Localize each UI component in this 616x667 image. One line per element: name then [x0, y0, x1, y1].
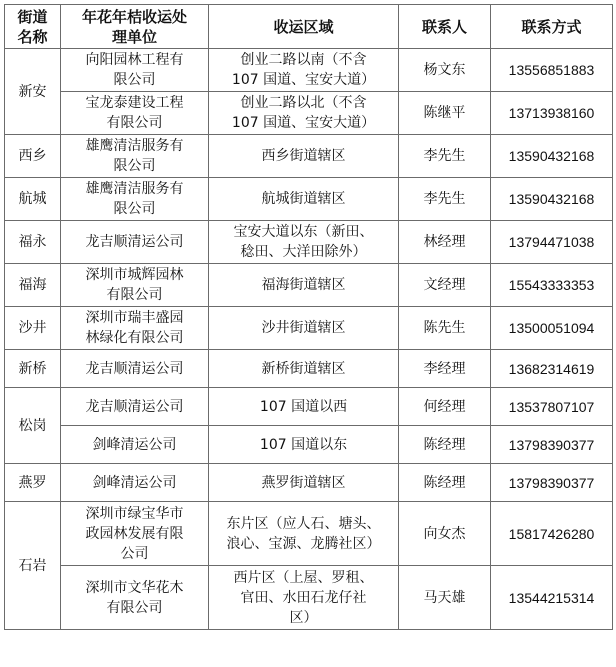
table-row: [5, 350, 613, 388]
street-cell: 沙井: [5, 307, 61, 350]
phone-cell: 13544215314: [491, 566, 613, 630]
unit-cell: 龙吉顺清运公司: [61, 350, 209, 388]
area-cell: 西片区（上屋、罗租、 官田、水田石龙仔社 区）: [209, 566, 399, 630]
contact-cell: 李先生: [399, 135, 491, 178]
phone-cell: 13798390377: [491, 426, 613, 464]
header-area: 收运区域: [209, 5, 399, 49]
contact-cell: 林经理: [399, 221, 491, 264]
table-row: [5, 221, 613, 264]
header-contact: 联系人: [399, 5, 491, 49]
unit-cell: 深圳市文华花木 有限公司: [61, 566, 209, 630]
street-cell: 西乡: [5, 135, 61, 178]
contact-cell: 陈先生: [399, 307, 491, 350]
contact-cell: 陈继平: [399, 92, 491, 135]
phone-cell: 13713938160: [491, 92, 613, 135]
table-row: [5, 307, 613, 350]
unit-cell: 剑峰清运公司: [61, 426, 209, 464]
street-cell: 新桥: [5, 350, 61, 388]
area-cell: 107 国道以东: [209, 426, 399, 464]
street-cell: 福永: [5, 221, 61, 264]
area-cell: 107 国道以西: [209, 388, 399, 426]
area-cell: 创业二路以北（不含 107 国道、宝安大道）: [209, 92, 399, 135]
street-cell: 松岗: [5, 388, 61, 464]
street-cell: 新安: [5, 49, 61, 135]
phone-cell: 13590432168: [491, 178, 613, 221]
area-cell: 燕罗街道辖区: [209, 464, 399, 502]
table-row: [5, 464, 613, 502]
phone-cell: 13537807107: [491, 388, 613, 426]
phone-cell: 15817426280: [491, 502, 613, 566]
table-row: [5, 178, 613, 221]
unit-cell: 龙吉顺清运公司: [61, 388, 209, 426]
area-cell: 福海街道辖区: [209, 264, 399, 307]
contact-cell: 杨文东: [399, 49, 491, 92]
unit-cell: 剑峰清运公司: [61, 464, 209, 502]
phone-cell: 15543333353: [491, 264, 613, 307]
phone-cell: 13794471038: [491, 221, 613, 264]
area-cell: 航城街道辖区: [209, 178, 399, 221]
header-row: [5, 5, 613, 49]
street-cell: 石岩: [5, 502, 61, 630]
header-unit: 年花年桔收运处 理单位: [61, 5, 209, 49]
unit-cell: 深圳市绿宝华市 政园林发展有限 公司: [61, 502, 209, 566]
area-cell: 沙井街道辖区: [209, 307, 399, 350]
contact-cell: 何经理: [399, 388, 491, 426]
unit-cell: 深圳市瑞丰盛园 林绿化有限公司: [61, 307, 209, 350]
contact-cell: 马天雄: [399, 566, 491, 630]
unit-cell: 雄鹰清洁服务有 限公司: [61, 178, 209, 221]
table-row: [5, 135, 613, 178]
unit-cell: 雄鹰清洁服务有 限公司: [61, 135, 209, 178]
area-cell: 宝安大道以东（新田、 稔田、大洋田除外）: [209, 221, 399, 264]
contact-cell: 李先生: [399, 178, 491, 221]
table-row: [5, 264, 613, 307]
header-street: 街道 名称: [5, 5, 61, 49]
unit-cell: 向阳园林工程有 限公司: [61, 49, 209, 92]
phone-cell: 13590432168: [491, 135, 613, 178]
unit-cell: 宝龙泰建设工程 有限公司: [61, 92, 209, 135]
area-cell: 创业二路以南（不含 107 国道、宝安大道）: [209, 49, 399, 92]
table-row: [5, 92, 613, 135]
contact-cell: 李经理: [399, 350, 491, 388]
phone-cell: 13500051094: [491, 307, 613, 350]
unit-cell: 龙吉顺清运公司: [61, 221, 209, 264]
contact-cell: 陈经理: [399, 464, 491, 502]
contact-cell: 向女杰: [399, 502, 491, 566]
unit-cell: 深圳市城辉园林 有限公司: [61, 264, 209, 307]
header-phone: 联系方式: [491, 5, 613, 49]
collection-table: [4, 4, 613, 630]
table-row: [5, 566, 613, 630]
table-row: [5, 388, 613, 426]
street-cell: 燕罗: [5, 464, 61, 502]
street-cell: 航城: [5, 178, 61, 221]
street-cell: 福海: [5, 264, 61, 307]
contact-cell: 文经理: [399, 264, 491, 307]
area-cell: 西乡街道辖区: [209, 135, 399, 178]
table-row: [5, 502, 613, 566]
table-row: [5, 426, 613, 464]
area-cell: 新桥街道辖区: [209, 350, 399, 388]
area-cell: 东片区（应人石、塘头、 浪心、宝源、龙腾社区）: [209, 502, 399, 566]
phone-cell: 13798390377: [491, 464, 613, 502]
contact-cell: 陈经理: [399, 426, 491, 464]
phone-cell: 13556851883: [491, 49, 613, 92]
phone-cell: 13682314619: [491, 350, 613, 388]
table-row: [5, 49, 613, 92]
